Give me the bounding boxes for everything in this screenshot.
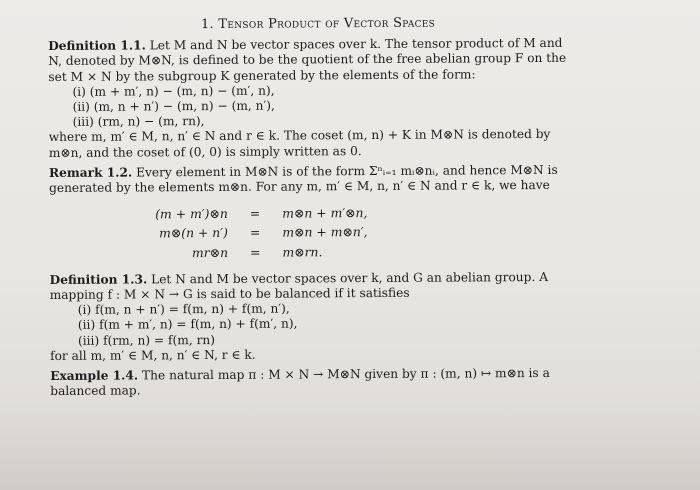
definition-1-3-text: Let N and M be vector spaces over k, and G an abelian group. A mapping f : M × N → G is said to be balanced if it satisfies [49, 269, 549, 303]
definition-1-3-item-3: (iii) f(rm, n) = f(m, rn) [77, 332, 216, 348]
definition-1-3-item-1: (i) f(m, n + n′) = f(m, n) + f(m, n′), [77, 301, 290, 318]
example-1-4-label: Example 1.4. [50, 368, 139, 384]
equation-lhs: mr⊗n [191, 244, 229, 260]
definition-1-3 [50, 270, 571, 364]
definition-1-1 [48, 36, 569, 161]
definition-1-1-item-2: (ii) (m, n + n′) − (m, n) − (m, n′), [72, 98, 275, 114]
definition-1-3-item-2: (ii) f(m + m′, n) = f(m, n) + f(m′, n), [77, 316, 298, 333]
definition-1-1-paragraph [48, 36, 568, 85]
equation-relation: = [249, 225, 261, 241]
document-page [48, 15, 570, 400]
equation-rhs: m⊗n + m⊗n′, [282, 224, 368, 241]
definition-1-1-closing: where m, m′ ∈ M, n, n′ ∈ N and r ∈ k. The coset (m, n) + K in M⊗N is denoted by m⊗n, and the coset of (0, 0) is simply written as 0. [48, 127, 551, 160]
definition-1-3-paragraph [50, 270, 570, 304]
section-heading: 1. Tensor Product of Vector Spaces [200, 15, 436, 33]
example-1-4-paragraph [50, 366, 570, 400]
remark-equations [149, 203, 374, 262]
remark-1-2-paragraph [49, 163, 569, 197]
equation-relation: = [249, 244, 261, 260]
photo-shadow [0, 400, 700, 490]
definition-1-3-label: Definition 1.3. [49, 272, 148, 287]
equation-relation: = [249, 205, 261, 222]
remark-1-2 [49, 163, 570, 263]
example-1-4-text: The natural map π : M × N → M⊗N given by π : (m, n) ↦ m⊗n is a balanced map. [50, 366, 550, 399]
remark-1-2-text: Every element in M⊗N is of the form Σⁿᵢ₌₁ mᵢ⊗nᵢ, and hence M⊗N is generated by the elements m⊗n. For any m, m′ ∈ M, n, n′ ∈ N and r ∈ k, we have [48, 162, 558, 196]
equation-row [149, 242, 373, 263]
definition-1-1-label: Definition 1.1. [48, 38, 146, 54]
remark-1-2-label: Remark 1.2. [48, 165, 133, 180]
equation-rhs: m⊗rn. [282, 243, 323, 260]
definition-1-1-text: Let M and N be vector spaces over k. The tensor product of M and N, denoted by M⊗N, is defined to be the quotient of the free abelian group F on the set M × N by the subgroup K generated by the elements of the form: [48, 36, 567, 84]
equation-row [149, 203, 373, 224]
equation-rhs: m⊗n + m′⊗n, [282, 205, 368, 221]
equation-lhs: m⊗(n + n′) [159, 225, 228, 241]
equation-lhs: (m + m′)⊗n [155, 206, 228, 222]
definition-1-1-item-3: (iii) (rm, n) − (m, rn), [72, 114, 205, 130]
definition-1-3-closing: for all m, m′ ∈ M, n, n′ ∈ N, r ∈ k. [50, 347, 256, 363]
example-1-4 [50, 366, 570, 400]
equation-row [149, 222, 373, 243]
definition-1-1-item-1: (i) (m + m′, n) − (m, n) − (m′, n), [72, 83, 275, 99]
